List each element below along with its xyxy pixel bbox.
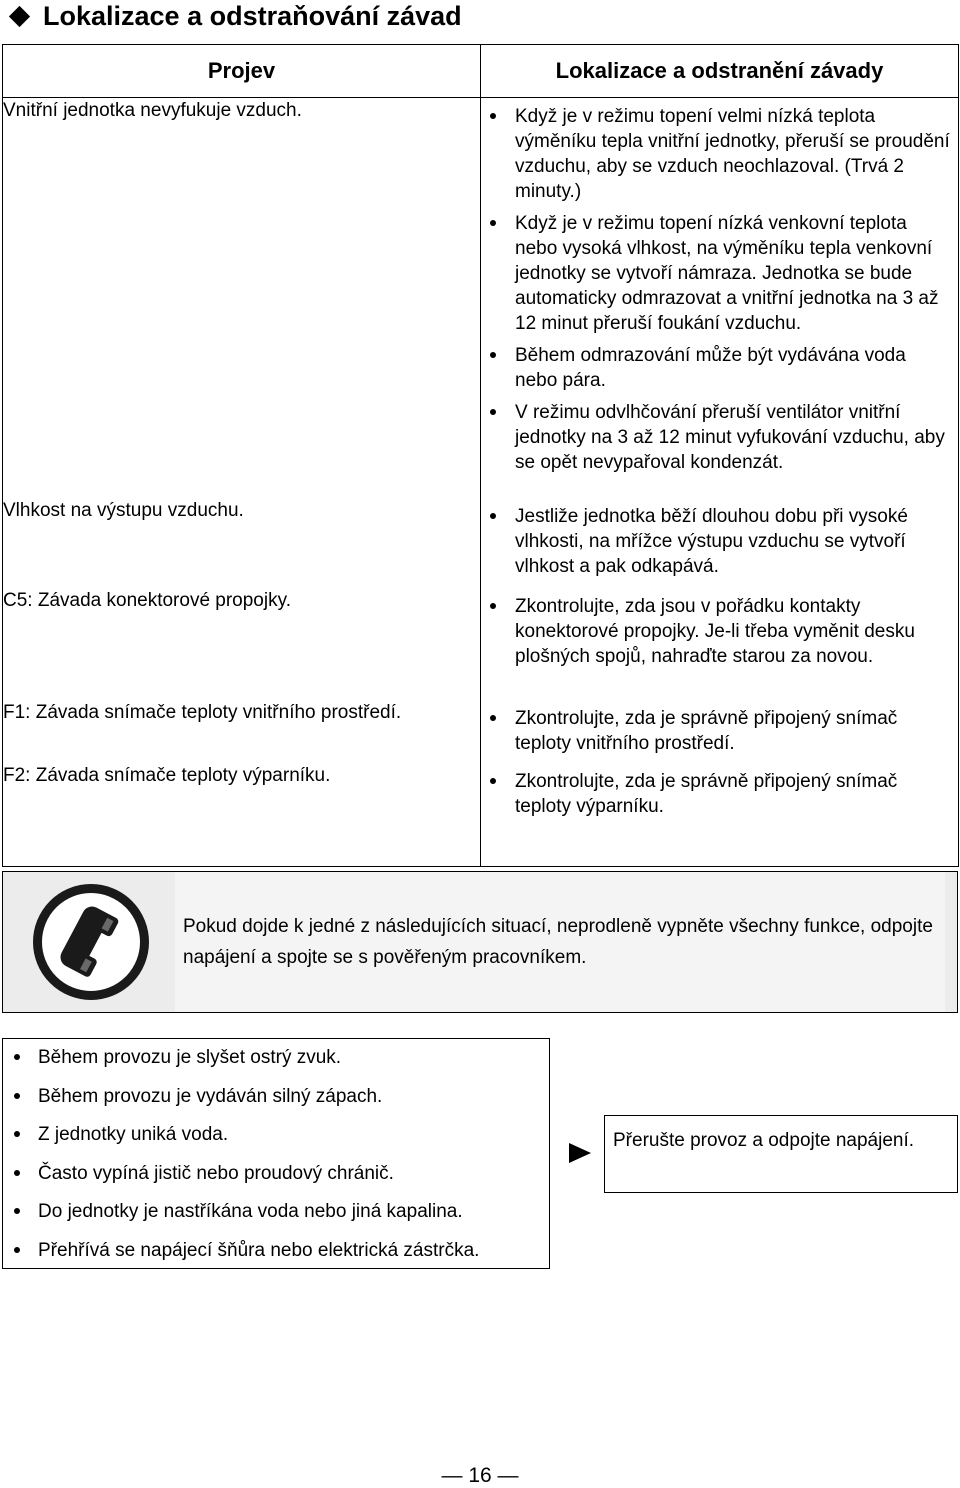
table-row <box>3 498 959 588</box>
symptom-cell: Vnitřní jednotka nevyfukuje vzduch. <box>3 98 481 498</box>
table-header-row <box>3 45 959 98</box>
remedy-item: Zkontrolujte, zda je správně připojený snímač teploty výparníku. <box>515 769 950 819</box>
warning-box <box>2 871 958 1013</box>
table-row <box>3 763 959 826</box>
diamond-bullet-icon <box>9 5 30 26</box>
remedy-item: Zkontrolujte, zda jsou v pořádku kontakty konektorové propojky. Je-li třeba vyměnit desku plošných spojů, nahraďte starou za novou. <box>515 594 950 669</box>
remedy-item: Během odmrazování může být vydávána voda nebo pára. <box>515 343 950 393</box>
symptom-cell: F2: Závada snímače teploty výparníku. <box>3 763 481 826</box>
warning-text: Pokud dojde k jedné z následujících situací, neprodleně vypněte všechny funkce, odpojte napájení a spojte se s pověřeným pracovníkem. <box>175 872 945 1012</box>
header-symptom: Projev <box>3 45 481 98</box>
situation-item: Z jednotky uniká voda. <box>38 1122 549 1147</box>
page-number: — 16 — <box>441 1464 519 1487</box>
section-heading <box>6 0 462 34</box>
table-row <box>3 700 959 763</box>
table-row <box>3 98 959 498</box>
remedy-item: Jestliže jednotka běží dlouhou dobu při vysoké vlhkosti, na mřížce výstupu vzduchu se vytvoří vlhkost a pak odkapává. <box>515 504 950 579</box>
symptom-cell: F1: Závada snímače teploty vnitřního prostředí. <box>3 700 481 763</box>
situation-item: Do jednotky je nastříkána voda nebo jiná kapalina. <box>38 1199 549 1224</box>
situations-list <box>2 1038 550 1269</box>
empty-row <box>3 826 959 867</box>
header-remedy: Lokalizace a odstranění závady <box>481 45 959 98</box>
telephone-icon <box>33 884 149 1000</box>
symptom-cell: Vlhkost na výstupu vzduchu. <box>3 498 481 588</box>
remedy-item: Zkontrolujte, zda je správně připojený snímač teploty vnitřního prostředí. <box>515 706 950 756</box>
remedy-item: Když je v režimu topení nízká venkovní teplota nebo vysoká vlhkost, na výměníku tepla venkovní jednotky se vytvoří námraza. Jednotka se bude automaticky odmrazovat a vnitřní jednotka na 3 až 12 minut přeruší foukání vzduchu. <box>515 211 950 336</box>
remedy-cell <box>481 588 959 700</box>
remedy-cell <box>481 763 959 826</box>
remedy-cell <box>481 98 959 498</box>
troubleshooting-table <box>2 44 959 867</box>
situation-item: Během provozu je vydáván silný zápach. <box>38 1084 549 1109</box>
section-title: Lokalizace a odstraňování závad <box>43 0 462 31</box>
remedy-cell <box>481 498 959 588</box>
situation-item: Během provozu je slyšet ostrý zvuk. <box>38 1045 549 1070</box>
arrow-right-icon <box>569 1143 591 1163</box>
remedy-item: V režimu odvlhčování přeruší ventilátor vnitřní jednotky na 3 až 12 minut vyfukování vzduchu, aby se opět nevypařoval kondenzát. <box>515 400 950 475</box>
empty-cell <box>481 826 959 867</box>
remedy-item: Když je v režimu topení velmi nízká teplota výměníku tepla vnitřní jednotky, přeruší se proudění vzduchu, aby se vzduch neochlazoval. (Trvá 2 minuty.) <box>515 106 950 202</box>
action-box: Přerušte provoz a odpojte napájení. <box>604 1115 958 1193</box>
situation-item: Přehřívá se napájecí šňůra nebo elektrická zástrčka. <box>38 1238 549 1263</box>
remedy-cell <box>481 700 959 763</box>
empty-cell <box>3 826 481 867</box>
situation-item: Často vypíná jistič nebo proudový chránič. <box>38 1161 549 1186</box>
symptom-cell: C5: Závada konektorové propojky. <box>3 588 481 700</box>
table-row <box>3 588 959 700</box>
